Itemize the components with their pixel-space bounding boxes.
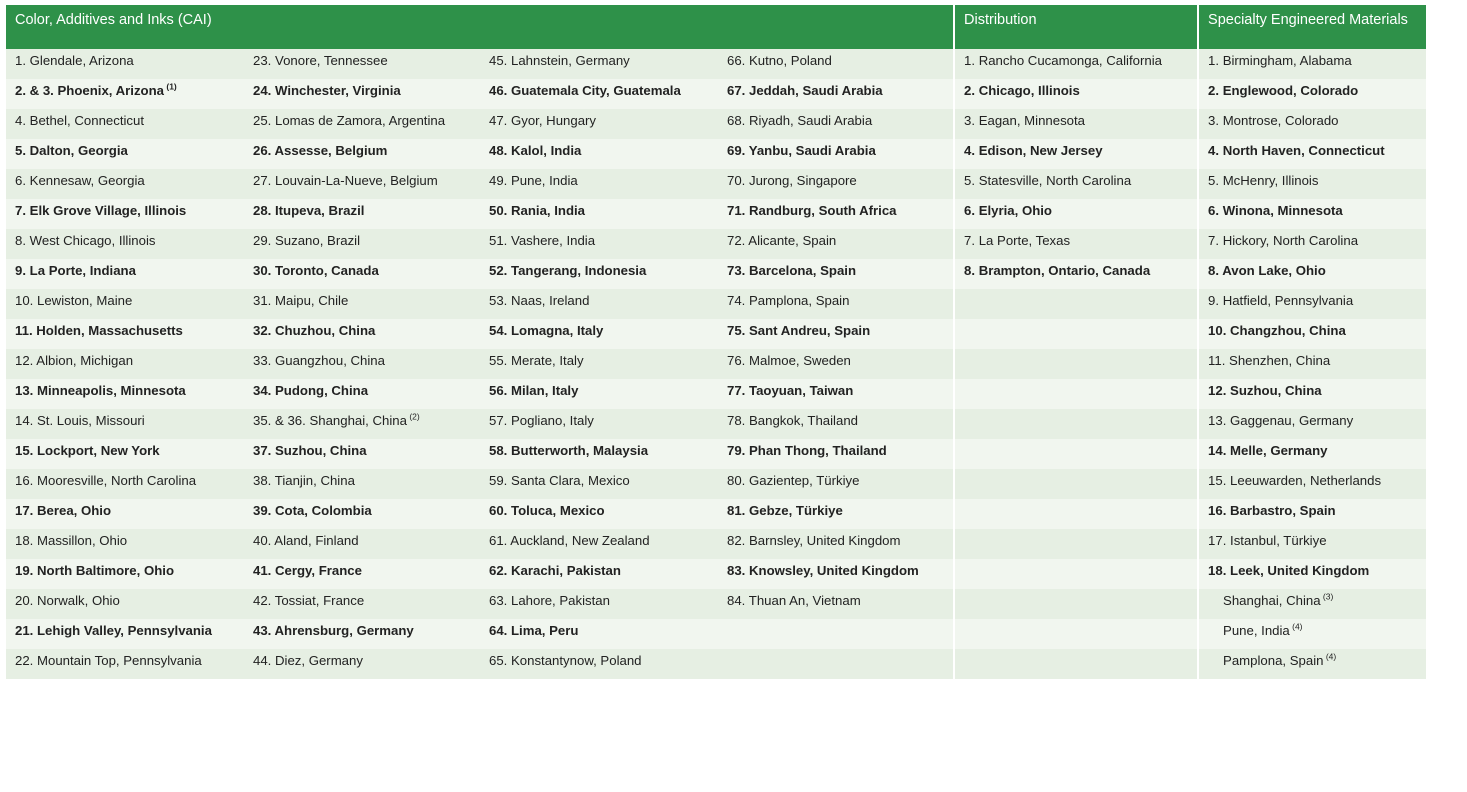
location-cell [954, 469, 1198, 499]
header-distribution: Distribution [954, 5, 1198, 49]
location-cell: 13. Gaggenau, Germany [1198, 409, 1426, 439]
table-row [6, 559, 1426, 589]
table-row [6, 289, 1426, 319]
location-cell: 73. Barcelona, Spain [718, 259, 954, 289]
location-cell: 68. Riyadh, Saudi Arabia [718, 109, 954, 139]
location-cell [954, 529, 1198, 559]
table-row [6, 649, 1426, 679]
location-cell: 84. Thuan An, Vietnam [718, 589, 954, 619]
location-cell: 32. Chuzhou, China [244, 319, 480, 349]
location-cell: 41. Cergy, France [244, 559, 480, 589]
location-cell [954, 649, 1198, 679]
location-cell: 48. Kalol, India [480, 139, 718, 169]
location-cell: 28. Itupeva, Brazil [244, 199, 480, 229]
location-cell: 50. Rania, India [480, 199, 718, 229]
location-cell [718, 649, 954, 679]
location-cell: 18. Massillon, Ohio [6, 529, 244, 559]
location-cell [954, 589, 1198, 619]
table-row [6, 499, 1426, 529]
locations-sheet [0, 5, 1467, 792]
header-cai: Color, Additives and Inks (CAI) [6, 5, 954, 49]
location-cell: 6. Kennesaw, Georgia [6, 169, 244, 199]
location-cell: 37. Suzhou, China [244, 439, 480, 469]
location-cell: 2. Englewood, Colorado [1198, 79, 1426, 109]
location-cell: 60. Toluca, Mexico [480, 499, 718, 529]
location-cell: 44. Diez, Germany [244, 649, 480, 679]
location-cell: 80. Gazientep, Türkiye [718, 469, 954, 499]
location-cell: 78. Bangkok, Thailand [718, 409, 954, 439]
location-cell: 15. Leeuwarden, Netherlands [1198, 469, 1426, 499]
location-cell: 39. Cota, Colombia [244, 499, 480, 529]
location-cell: 25. Lomas de Zamora, Argentina [244, 109, 480, 139]
location-cell: 59. Santa Clara, Mexico [480, 469, 718, 499]
location-cell: 52. Tangerang, Indonesia [480, 259, 718, 289]
location-cell: 70. Jurong, Singapore [718, 169, 954, 199]
location-cell: 30. Toronto, Canada [244, 259, 480, 289]
location-cell: 4. Bethel, Connecticut [6, 109, 244, 139]
table-header [6, 5, 1426, 49]
location-cell: 54. Lomagna, Italy [480, 319, 718, 349]
footnote-marker: (2) [406, 411, 420, 422]
table-row [6, 199, 1426, 229]
location-cell: Pamplona, Spain $^{(4)}$ [1198, 649, 1426, 679]
location-cell: 1. Birmingham, Alabama [1198, 49, 1426, 79]
locations-table [6, 5, 1426, 679]
location-cell: 11. Shenzhen, China [1198, 349, 1426, 379]
location-cell: 8. Avon Lake, Ohio [1198, 259, 1426, 289]
location-cell: 22. Mountain Top, Pennsylvania [6, 649, 244, 679]
location-cell: 13. Minneapolis, Minnesota [6, 379, 244, 409]
location-cell [954, 289, 1198, 319]
location-cell: 14. Melle, Germany [1198, 439, 1426, 469]
location-cell: 67. Jeddah, Saudi Arabia [718, 79, 954, 109]
location-cell: 8. West Chicago, Illinois [6, 229, 244, 259]
location-cell: 21. Lehigh Valley, Pennsylvania [6, 619, 244, 649]
location-cell: 14. St. Louis, Missouri [6, 409, 244, 439]
location-cell: 56. Milan, Italy [480, 379, 718, 409]
location-cell: 43. Ahrensburg, Germany [244, 619, 480, 649]
location-cell: 6. Elyria, Ohio [954, 199, 1198, 229]
location-cell: 69. Yanbu, Saudi Arabia [718, 139, 954, 169]
table-row [6, 79, 1426, 109]
footnote-marker: (3) [1320, 591, 1334, 602]
location-cell: 17. Istanbul, Türkiye [1198, 529, 1426, 559]
location-cell: 3. Eagan, Minnesota [954, 109, 1198, 139]
location-cell: 12. Suzhou, China [1198, 379, 1426, 409]
table-row [6, 139, 1426, 169]
table-row [6, 439, 1426, 469]
footnote-marker: (1) [164, 81, 177, 92]
location-cell: 72. Alicante, Spain [718, 229, 954, 259]
location-cell: 82. Barnsley, United Kingdom [718, 529, 954, 559]
table-row [6, 169, 1426, 199]
location-cell: 35. & 36. Shanghai, China $^{(2)}$ [244, 409, 480, 439]
location-cell: 15. Lockport, New York [6, 439, 244, 469]
location-cell [718, 619, 954, 649]
location-cell: 45. Lahnstein, Germany [480, 49, 718, 79]
location-cell: 55. Merate, Italy [480, 349, 718, 379]
table-row [6, 319, 1426, 349]
location-cell: 4. North Haven, Connecticut [1198, 139, 1426, 169]
location-cell: 24. Winchester, Virginia [244, 79, 480, 109]
header-row [6, 5, 1426, 49]
location-cell: 7. Elk Grove Village, Illinois [6, 199, 244, 229]
location-cell: 3. Montrose, Colorado [1198, 109, 1426, 139]
table-row [6, 379, 1426, 409]
location-cell: 62. Karachi, Pakistan [480, 559, 718, 589]
table-row [6, 349, 1426, 379]
location-cell: 18. Leek, United Kingdom [1198, 559, 1426, 589]
table-row [6, 589, 1426, 619]
location-cell: 61. Auckland, New Zealand [480, 529, 718, 559]
location-cell: 5. Statesville, North Carolina [954, 169, 1198, 199]
location-cell [954, 619, 1198, 649]
location-cell: 77. Taoyuan, Taiwan [718, 379, 954, 409]
location-cell: 42. Tossiat, France [244, 589, 480, 619]
location-cell: 71. Randburg, South Africa [718, 199, 954, 229]
location-cell: 7. La Porte, Texas [954, 229, 1198, 259]
location-cell [954, 379, 1198, 409]
location-cell: 66. Kutno, Poland [718, 49, 954, 79]
location-cell: 74. Pamplona, Spain [718, 289, 954, 319]
location-cell: 2. Chicago, Illinois [954, 79, 1198, 109]
location-cell: 1. Glendale, Arizona [6, 49, 244, 79]
location-cell: 20. Norwalk, Ohio [6, 589, 244, 619]
location-cell: 83. Knowsley, United Kingdom [718, 559, 954, 589]
location-cell: 46. Guatemala City, Guatemala [480, 79, 718, 109]
table-row [6, 529, 1426, 559]
location-cell [954, 409, 1198, 439]
location-cell: 53. Naas, Ireland [480, 289, 718, 319]
footnote-marker: (4) [1289, 621, 1303, 632]
location-cell: Pune, India $^{(4)}$ [1198, 619, 1426, 649]
location-cell: 29. Suzano, Brazil [244, 229, 480, 259]
location-cell [954, 559, 1198, 589]
location-cell: 9. Hatfield, Pennsylvania [1198, 289, 1426, 319]
location-cell: 7. Hickory, North Carolina [1198, 229, 1426, 259]
location-cell: 75. Sant Andreu, Spain [718, 319, 954, 349]
table-row [6, 229, 1426, 259]
location-cell [954, 349, 1198, 379]
location-cell: 10. Lewiston, Maine [6, 289, 244, 319]
location-cell: 63. Lahore, Pakistan [480, 589, 718, 619]
table-row [6, 109, 1426, 139]
location-cell [954, 439, 1198, 469]
location-cell [954, 319, 1198, 349]
location-cell: 57. Pogliano, Italy [480, 409, 718, 439]
location-cell: 33. Guangzhou, China [244, 349, 480, 379]
location-cell: 16. Barbastro, Spain [1198, 499, 1426, 529]
location-cell: 10. Changzhou, China [1198, 319, 1426, 349]
location-cell: 2. & 3. Phoenix, Arizona $^{(1)}$ [6, 79, 244, 109]
location-cell: 47. Gyor, Hungary [480, 109, 718, 139]
location-cell: 23. Vonore, Tennessee [244, 49, 480, 79]
location-cell: Shanghai, China $^{(3)}$ [1198, 589, 1426, 619]
location-cell: 76. Malmoe, Sweden [718, 349, 954, 379]
footnote-marker: (4) [1323, 651, 1337, 662]
location-cell: 31. Maipu, Chile [244, 289, 480, 319]
location-cell: 38. Tianjin, China [244, 469, 480, 499]
location-cell: 9. La Porte, Indiana [6, 259, 244, 289]
location-cell: 19. North Baltimore, Ohio [6, 559, 244, 589]
location-cell: 58. Butterworth, Malaysia [480, 439, 718, 469]
location-cell: 51. Vashere, India [480, 229, 718, 259]
table-row [6, 619, 1426, 649]
location-cell: 64. Lima, Peru [480, 619, 718, 649]
location-cell: 1. Rancho Cucamonga, California [954, 49, 1198, 79]
location-cell: 6. Winona, Minnesota [1198, 199, 1426, 229]
location-cell: 12. Albion, Michigan [6, 349, 244, 379]
location-cell: 5. Dalton, Georgia [6, 139, 244, 169]
location-cell: 49. Pune, India [480, 169, 718, 199]
location-cell: 26. Assesse, Belgium [244, 139, 480, 169]
location-cell: 34. Pudong, China [244, 379, 480, 409]
location-cell: 16. Mooresville, North Carolina [6, 469, 244, 499]
location-cell: 81. Gebze, Türkiye [718, 499, 954, 529]
location-cell: 79. Phan Thong, Thailand [718, 439, 954, 469]
location-cell: 5. McHenry, Illinois [1198, 169, 1426, 199]
table-row [6, 49, 1426, 79]
table-row [6, 409, 1426, 439]
location-cell: 17. Berea, Ohio [6, 499, 244, 529]
location-cell: 8. Brampton, Ontario, Canada [954, 259, 1198, 289]
table-row [6, 469, 1426, 499]
location-cell [954, 499, 1198, 529]
location-cell: 11. Holden, Massachusetts [6, 319, 244, 349]
location-cell: 27. Louvain-La-Nueve, Belgium [244, 169, 480, 199]
location-cell: 40. Aland, Finland [244, 529, 480, 559]
table-row [6, 259, 1426, 289]
header-specialty-engineered-materials: Specialty Engineered Materials [1198, 5, 1426, 49]
table-body [6, 49, 1426, 679]
location-cell: 65. Konstantynow, Poland [480, 649, 718, 679]
location-cell: 4. Edison, New Jersey [954, 139, 1198, 169]
